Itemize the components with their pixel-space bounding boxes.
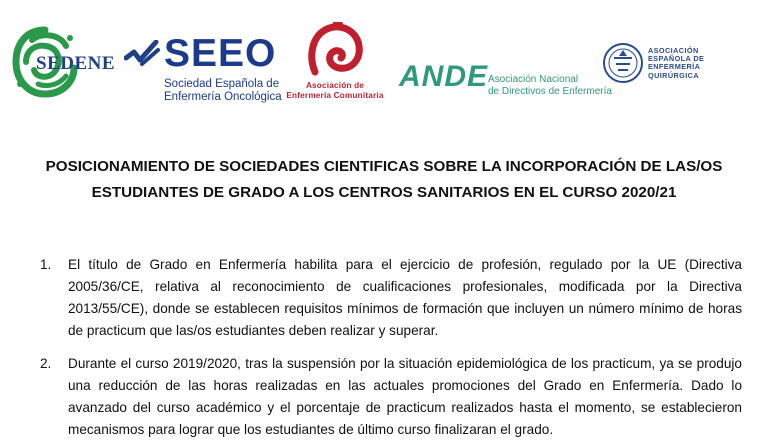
seeo-subtitle-line1: Sociedad Española de — [164, 78, 280, 90]
aeeq-line1: ASOCIACIÓN — [648, 46, 699, 55]
document-title-line1: POSICIONAMIENTO DE SOCIEDADES CIENTIFICAS SOBRE LA INCORPORACIÓN DE LAS/OS — [45, 158, 723, 175]
aec-spiral-icon — [305, 22, 365, 76]
aeeq-line3: ENFERMERÍA — [648, 62, 701, 72]
logo-banner — [0, 0, 768, 110]
ande-subtitle-line2: de Directivos de Enfermería — [488, 86, 612, 97]
aec-line1: Asociación de — [305, 81, 365, 90]
aeeq-logo — [602, 40, 712, 86]
list-item-number: 2. — [40, 356, 52, 371]
aeeq-text — [648, 47, 704, 80]
ande-logo — [395, 60, 612, 102]
sedene-logo — [12, 26, 164, 98]
seeo-acronym: SEEO — [164, 32, 277, 75]
document-title-line2: ESTUDIANTES DE GRADO A LOS CENTROS SANITARIOS EN EL CURSO 2020/21 — [91, 184, 677, 201]
seeo-logo — [164, 32, 282, 106]
aec-line2: Enfermería Comunitaria — [286, 91, 384, 100]
aec-logo — [280, 22, 390, 108]
list-item-text: El título de Grado en Enfermería habilita para el ejercicio de profesión, regulado por la UE (Directiva 2005/36/CE, relativa al reconocimiento de cualificaciones profesionales, modificada por la Directiva 2013/55/CE), donde se establecen requisitos mínimos de formación que incluyen un número mínimo de horas de practicum que las/os estudiantes deben realizar y superar. — [68, 257, 742, 338]
list-item-text: Durante el curso 2019/2020, tras la suspensión por la situación epidemiológica de los practicum, ya se produjo una reducción de las horas realizadas en las actuales promociones del Grado en Enfermería. Dado lo avanzado del curso académico y el porcentaje de practicum realizados hasta el momento, se establecieron mecanismos para lograr que los estudiantes de último curso finalizaran el grado. — [68, 356, 742, 437]
sedene-wordmark: SEDENE — [36, 53, 116, 74]
ande-subtitle-line1: Asociación Nacional — [488, 74, 579, 85]
seeo-subtitle-line2: Enfermería Oncológica — [164, 91, 282, 103]
aeeq-seal-icon — [602, 42, 644, 84]
ande-acronym: ANDE — [399, 60, 489, 93]
document-title — [0, 154, 768, 206]
aeeq-line2: ESPAÑOLA DE — [648, 54, 705, 64]
list-item-number: 1. — [40, 257, 52, 272]
sedene-check-icon — [124, 40, 160, 70]
aeeq-line4: QUIRÚRGICA — [648, 70, 700, 80]
